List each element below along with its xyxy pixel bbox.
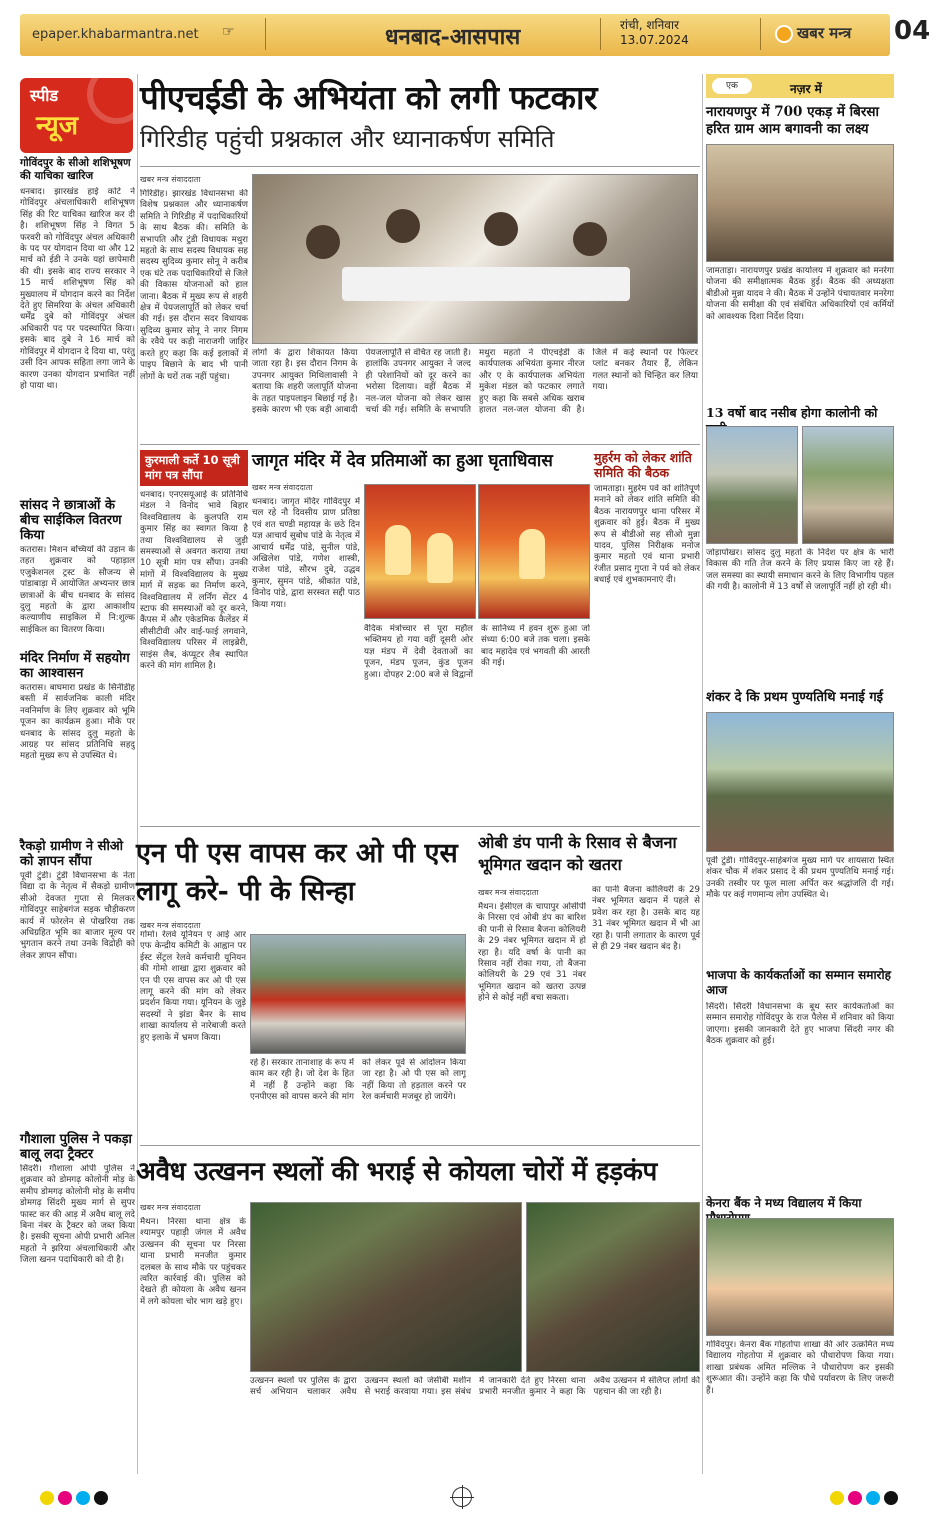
mine-photo xyxy=(250,1202,522,1372)
story-body: पूर्वी टुंडी। गोविंदपुर-साहेबगंज मुख्य मार्ग पर शायसारा स्थित शंकर चौक में शंकर प्रसाद दे की प्रथम पुण्यतिथि मनाई गई। उनकी तस्वीर पर फूल माला अर्पित कर श्रद्धांजलि दी गई। मौके पर कई गणमान्य लोग उपस्थित थे। xyxy=(706,856,894,901)
story-headline: ओबी डंप पानी के रिसाव से बैजना भूमिगत खदान को खतरा xyxy=(478,833,677,874)
brand-name: खबर मन्त्र xyxy=(797,24,852,42)
registration-dot-icon xyxy=(848,1491,862,1505)
nps-text-continued xyxy=(250,1058,466,1140)
photo-table xyxy=(342,267,631,301)
story-headline: गौशाला पुलिस ने पकड़ा बालू लदा ट्रैक्टर xyxy=(20,1132,132,1162)
story-headline: एन पी एस वापस कर ओ पी एस लागू करे- पी के सिन्हा xyxy=(136,838,458,907)
city-day: रांची, शनिवार xyxy=(620,18,679,32)
kurmi-story xyxy=(140,450,248,830)
temple-text xyxy=(252,480,360,807)
story-headline: मंदिर निर्माण में सहयोग का आश्वासन xyxy=(20,651,130,681)
divider xyxy=(760,18,761,50)
logo-top-text: स्पीड xyxy=(30,86,59,105)
protest-photo xyxy=(250,934,466,1054)
right-story-3-text xyxy=(706,856,894,966)
photo-person xyxy=(386,209,420,243)
story-body: रहे हैं। सरकार तानाशाह के रूप में काम कर रही है। जो देश के हित में नहीं हैं उन्होंने कहा कि एनपीएस को वापस करने की मांग को लेकर पूर्व से आंदोलन किया जा रहा है। ओ पी एस को लागू नहीं किया तो हड़ताल करने पर रेल कर्मचारी मजबूर हो जायेंगे। xyxy=(250,1058,466,1103)
masthead xyxy=(0,0,945,70)
story-body: कतरास। बाघमारा प्रखंड के सिनीडीह बस्ती में सार्वजनिक काली मंदिर नवनिर्माण के लिए शुक्रवार को भूमि पूजन का कार्यक्रम हुआ। मौके पर धनबाद के सांसद दुलु महतो के आग्रह पर सांसद प्रतिनिधि सहदु महतो मुख्य रूप से उपस्थित थे। xyxy=(20,683,135,762)
village-photo xyxy=(802,426,894,544)
byline: खबर मन्त्र संवाददाता xyxy=(478,888,539,897)
story-headline: मुहर्रम को लेकर शांति समिति की बैठक xyxy=(594,450,692,480)
plantation-photo xyxy=(706,1218,894,1336)
story-headline: 13 वर्षो बाद नसीब होगा कालोनी को xyxy=(706,405,878,420)
story-body: मैथन। ईसीएल के चापापुर ओसीपी के निरसा एवं ओबी डंप का बारिश की पानी से रिसाव बैजना कोलियरी के 29 नंबर भूमिगत खदान में हो रहा है। यदि वर्षा के पानी का रिसाव नहीं रोका गया, तो बैजना कोलियरी के 29 एवं 31 नंबर भूमिगत खदान को खतरा उत्पन्न होने से कोई नहीं बचा सकता। xyxy=(478,902,586,1004)
brand-logo xyxy=(775,23,851,43)
registration-dot-icon xyxy=(866,1491,880,1505)
story-body: सिंदरी। सिंदरी विधानसभा के बूथ स्तर कार्यकर्ताओं का सम्मान समारोह गोविंदपुर के राज पैलेस में शनिवार को किया जाएगा। इसकी जानकारी देते हुए भाजपा सिंदरी नगर की बैठक शुक्रवार को हुई। xyxy=(706,1002,894,1047)
logo-bottom-text: न्यूज xyxy=(36,111,79,141)
story-body: जोड़ापोखर। सांसद दुलु महतो के निर्देश पर क्षेत्र के भारी विकास की गति तेज करने के लिए प्रयास किए जा रहे हैं। जल समस्या का स्थायी समाधान करने के लिए विभागीय पहल की गयी है। कालोनी में 13 वर्षों से जलापूर्ति नहीं हो रही थी। xyxy=(706,548,894,593)
column-rule xyxy=(137,74,138,1474)
story-headline: भाजपा के कार्यकर्ताओं का सम्मान समारोह आज xyxy=(706,968,891,997)
column-rule xyxy=(702,74,703,1474)
obc-text-continued xyxy=(592,885,700,1140)
temple-text-continued xyxy=(364,624,590,794)
photo-person xyxy=(484,212,518,246)
divider xyxy=(140,826,700,827)
story-body: धनबाद। जागृत मंदिर गोविंदपुर में चल रहे नौ दिवसीय प्राण प्रतिष्ठा एवं शत चण्डी महायज्ञ के छठे दिन यज्ञ आचार्य सुबोध पांडे के नेतृत्व में आचार्य धर्मेंद्र पांडे, सुनील पांडे, अखिलेश पांडे, गणेश शास्त्री, राजेश पांडे, सौरभ दुबे, उद्धव कुमार, सुमन पांडे, श्रीकांत पांडे, विनोद पांडे, द्वारा सरस्वत सद्दी पाठ किया गया। xyxy=(252,497,360,610)
photo-person xyxy=(306,225,340,259)
story-body: गिरिडीह। झारखंड विधानसभा की विशेष प्रश्नकाल और ध्यानाकर्षण समिति ने गिरिडीह में पदाधिकारियों के साथ बैठक की। समिति के सभापति और टुंडी विधायक मथुरा महतो के साथ सदस्य विधायक सह सदस्य सुदिव्य कुमार सोनू ने करीब एक घंटे तक पदाधिकारियों से जिले की विकास योजनाओं को हाल जाना। बैठक में मुख्य रूप से शहरी क्षेत्र में पेयजलापूर्ति को लेकर चर्चा की गई। इस दौरान सदर विधायक सुदिव्य कुमार सोनू ने नगर निगम के रवैये पर कड़ी नाराजगी जाहिर करते हुए कहा कि कई इलाकों में पाइप बिछाने के बाद भी पानी लोगों के घरों तक नहीं पहुंचा। xyxy=(140,189,248,382)
story-headline: नारायणपुर में 700 एकड़ में बिरसा हरित ग्राम आम बगावनी का लक्ष्य xyxy=(706,104,880,137)
avaidh-text xyxy=(140,1200,246,1472)
right-story-4 xyxy=(706,968,894,1207)
temple-photo xyxy=(364,484,476,619)
story-body: का पानी बैजना कोलियरी के 29 नंबर भूमिगत खदान में पहले से प्रवेश कर रहा है। उसके बाद यह 31 नंबर भूमिगत खदान में भी आ रहा है। पानी लगातार के कारण पूर्व से ही 29 नंबर खदान बंद है। xyxy=(592,885,700,953)
story-body: लोगों के द्वारा शिकायत किया जाता रहा है। इस दौरान निगम के उपनगर आयुक्त मिथिलावासी ने बताया कि शहरी जलापूर्ति योजना के तहत पाइपलाइन बिछाई गई है। इसके कारण भी एक बड़ी आबादी पेयजलापूर्ति से वंचित रह जाती है। हालांकि उपनगर आयुक्त ने जल्द ही परेशानियों को दूर करने का भरोसा दिलाया। वहीं बैठक में नल-जल योजना को लेकर खास चर्चा की गई। समिति के सभापति मथुरा महतो ने पीएचईडी के कार्यपालक अभियंता कुमार नीरज और ए के कार्यपालक अभियंता मुकेश मंडल को फटकार लगाते हुए कहा कि सबसे अधिक खराब हालत नल-जल योजना की है। जिले में कई स्थानों पर फिल्टर प्लांट बनकर तैयार हैं, लेकिन गलत स्थानों को चिन्हित कर लिया गया। xyxy=(252,348,698,416)
story-headline: शंकर दे कि प्रथम पुण्यतिथि मनाई गई xyxy=(706,690,884,705)
issue-date: 13.07.2024 xyxy=(620,33,689,47)
right-story-1-text xyxy=(706,266,894,396)
divider xyxy=(140,1145,700,1146)
story-headline-box: कुरमाली कर्ते 10 सूत्री मांग पत्र सौंपा xyxy=(140,450,248,486)
dateline xyxy=(620,18,689,48)
divider xyxy=(265,18,266,50)
story-body: सिंदरी। गौशाला ओपी पुलिस ने शुक्रवार को डोमगढ़ कोलोनी मोड़ के समीप डोमगढ़ कोलोनी मोड़ के समीप डोमगढ़ सिंदरी मुख्य मार्ग से सुपर फास्ट कर की आड़ में अवैध बालू लदे बिना नंबर के ट्रैक्टर को जब्त किया है। इसकी सूचना ओपी प्रभारी अनिल महतो ने झरिया अंचलाधिकारी और जिला खनन पदाधिकारी को दी है। xyxy=(20,1164,135,1266)
lead-columns-continued xyxy=(252,348,698,440)
memorial-photo xyxy=(706,712,894,852)
story-headline: अवैध उत्खनन स्थलों की भराई से कोयला चोरों में हड़कंप xyxy=(136,1157,657,1187)
divider xyxy=(140,166,700,167)
lead-column-1 xyxy=(140,172,248,451)
byline: खबर मन्त्र संवाददाता xyxy=(252,483,313,492)
left-column xyxy=(20,78,135,1468)
story-headline: सांसद ने छात्राओं के बीच साईकिल वितरण किया xyxy=(20,498,122,543)
divider xyxy=(140,444,700,445)
village-photo xyxy=(706,426,798,544)
story-headline: गोविंदपुर के सीओ शशिभूषण की याचिका खारिज xyxy=(20,157,131,182)
story-body: धनबाद। एनएसयूआई के प्रतिनिधि मंडल ने विनोद भावे बिहार विश्वविद्यालय के कुलपति राम कुमार सिंह का स्वागत किया है तथा विश्वविद्यालय से जुड़ी समस्याओं से अवगत कराया तथा 10 सूत्री मांग पत्र सौंपा। उनकी मांगों में विश्वविद्यालय के मुख्य मार्ग में सड़क का निर्माण करने, विश्वविद्यालय में लर्निंग सेंटर 4 स्टाफ की समस्याओं को दूर करने, कैंपस में और एकेडमिक कैलेंडर में सीसीटीवी और वाई-फाई लगवाने, विश्वविद्यालय परिसर में लाइब्रेरी, साइंस लैब, कंप्यूटर लैब स्थापित करने की मांग शामिल है। xyxy=(140,490,248,672)
ek-nazar-icon: एक xyxy=(712,78,752,94)
registration-dot-icon xyxy=(76,1491,90,1505)
meeting-hall-photo xyxy=(706,144,894,262)
muharram-story xyxy=(594,450,700,784)
story-body: गोविंदपुर। केनरा बैंक गोहतोपा शाखा की ओर उत्क्रमित मध्य विद्यालय गोहतोपा में शुक्रवार को पौधारोपण किया गया। शाखा प्रबंधक अमित मल्लिक ने पौधारोपण कर इसकी शुरूआत की। उन्होंने कहा कि पौधे पर्यावरण के लिए जरूरी हैं। xyxy=(706,1340,894,1396)
obc-text xyxy=(478,885,586,1142)
byline: खबर मन्त्र संवाददाता xyxy=(140,921,201,930)
story-body: धनबाद। झारखंड हाई कोर्ट ने गोविंदपुर अंचलाधिकारी शशिभूषण सिंह की रिट याचिका खारिज कर दी है। शशिभूषण सिंह ने विगत 5 फरवरी को गोविंदपुर अंचल अधिकारी के पद पर योगदान दिया था और 12 मार्च को ईडी ने उनके यहां छापेमारी की थी। इसके बाद राज्य सरकार ने 15 मार्च शशिभूषण सिंह को मुख्यालय में योगदान करने का निर्देश देते हुए सिमरिया के अंचल अधिकारी धर्मेंद्र दुबे को गोविंदपुर अंचल अधिकारी पद पर पदस्थापित किया। इसके बाद दुबे ने 16 मार्च को गोविंदपुर में योगदान दे दिया था, परंतु उसी दिन आपक सहिता लगा जाने के कारण उनका योगदान प्रभावित नहीं हो पाया था। xyxy=(20,187,135,391)
registration-dot-icon xyxy=(58,1491,72,1505)
divider xyxy=(600,18,601,50)
story-body: गोमो। रेलवे यूनियन ए आई आर एफ केन्द्रीय कमिटी के आह्वान पर ईस्ट सेंट्रल रेलवे कर्मचारी यूनियन की गोमो शाखा द्वारा शुक्रवार को एन पी एस वापस कर ओ पी एस लागू करने की मांग को लेकर प्रदर्शन किया गया। यूनियन के जुड़े सदस्यों ने झंडा बैनर के साथ शाखा कार्यालय से नारेबाजी करते हुए इलाके में भ्रमण किया। xyxy=(140,930,246,1043)
site-url[interactable]: epaper.khabarmantra.net xyxy=(32,27,199,42)
meeting-photo xyxy=(252,174,698,344)
logo-ring-icon xyxy=(87,78,133,124)
temple-photo xyxy=(478,484,590,619)
story-body: कतरास। मिशन बच्चियों की उड़ान के तहत शुक्रवार को पहाड़ाल एजुकेशनल ट्रस्ट के सौजन्य से पांडाबाड़ा में आयोजित अभ्यन्तर छात्र छात्राओं के बीच धनबाद के सांसद दुलु महतो के द्वारा आकाशीय कल्याणीय साइकिल में नि:शुल्क साईकिल का वितरण किया। xyxy=(20,545,135,635)
registration-dot-icon xyxy=(830,1491,844,1505)
story-body: मैथन। निरसा थाना क्षेत्र के श्यामपुर पहाड़ी जंगल में अवैध उत्खनन की सूचना पर निरसा थाना प्रभारी मनजीत कुमार दलबल के साथ मौके पर पहुंचकर त्वरित कार्रवाई की। पुलिस को देखते ही कोयला के अवैध खनन में लगे कोयला चोर भाग खड़े हुए। xyxy=(140,1217,246,1307)
photo-person xyxy=(573,222,607,256)
brand-logo-icon xyxy=(775,25,793,43)
ek-nazar-label: नज़र में xyxy=(790,82,822,96)
lead-subheadline: गिरिडीह पहुंची प्रश्नकाल और ध्यानाकर्षण समिति xyxy=(140,125,555,153)
story-body: वैदिक मंत्रोच्चार से पूरा महौल भक्तिमय हो गया वहीं दूसरी ओर यज्ञ मंडप में देवी देवताओं का पूजन, मंडप पूजन, कुंड पूजन हुआ। दोपहर 2:00 बजे से विद्वानों के सानिध्य में हवन शुरू हुआ जो संध्या 6:00 बजे तक चला। इसके बाद महादेव एवं भगवती की आरती की गई। xyxy=(364,624,590,680)
registration-dot-icon xyxy=(40,1491,54,1505)
mine-photo xyxy=(526,1202,700,1372)
speed-news-logo xyxy=(20,78,133,153)
story-headline: रैकड़ो ग्रामीण ने सीओ को ज्ञापन सौंपा xyxy=(20,839,124,869)
right-story-2-text xyxy=(706,548,894,686)
pointer-icon: ☞ xyxy=(222,24,235,40)
page-number: 04 xyxy=(894,16,931,46)
story-body: पूर्वी टुंडी। टुंडी विधानसभा के नेता विद्या दा के नेतृत्व में सैकड़ो ग्रामीण सीओ देवजत गुप्ता से मिलकर गोविंदपुर साहेबगंज सड़क चौड़ीकरण कार्य में फोरलेन से पोखरिया तक अधिग्रहित भूमि का बाजार मूल्य पर भुगतान करने तथा उनके विद्रोही को लेकर ज्ञापन सौंपा। xyxy=(20,871,135,961)
avaidh-text-continued xyxy=(250,1376,700,1466)
section-title: धनबाद-आसपास xyxy=(385,24,521,50)
story-body: जामताड़ा। नारायणपुर प्रखंड कार्यालय में शुक्रवार को मनरेगा योजना की समीक्षात्मक बैठक हुई। बैठक की अध्यक्षता बीडीओ मुन्ना यादव ने की। बैठक में उन्होंने पंचायतवार मनरेगा योजना की समीक्षा की एवं संबंधित अधिकारियों एवं कर्मियों को आवश्यक दिशा निर्देश दिया। xyxy=(706,266,894,322)
byline: खबर मन्त्र संवाददाता xyxy=(140,175,201,184)
right-story-5-text xyxy=(706,1340,894,1466)
right-story-1 xyxy=(706,104,894,138)
story-headline: केनरा बैंक ने मध्य विद्यालय में किया xyxy=(706,1196,862,1210)
registration-dot-icon xyxy=(94,1491,108,1505)
idol-figure xyxy=(519,529,545,579)
lead-headline: पीएचईडी के अभियंता को लगी फटकार xyxy=(140,78,597,117)
byline: खबर मन्त्र संवाददाता xyxy=(140,1203,201,1212)
idol-figure xyxy=(385,525,411,575)
nps-text xyxy=(140,930,246,1140)
crosshair-icon xyxy=(452,1487,472,1507)
right-story-3 xyxy=(706,690,894,706)
idol-figure xyxy=(427,533,453,583)
registration-dot-icon xyxy=(884,1491,898,1505)
temple-story xyxy=(252,450,590,472)
story-body: जामताड़ा। मुहर्रम पर्व को शांतिपूर्ण मनाने को लेकर शांति समिति की बैठक नारायणपुर थाना परिसर में शुक्रवार को हुई। बैठक में मुख्य रूप से बीडीओ सह सीओ मुन्ना यादव, पुलिस निरीक्षक मनोज कुमार महतो एवं थाना प्रभारी रंजीत प्रसाद गुप्ता ने पर्व को लेकर बधाई एवं शुभकामनाएं दी। xyxy=(594,484,700,586)
footer-registration-marks xyxy=(0,1480,945,1517)
story-body: उत्खनन स्थलों पर पुलिस के द्वारा सर्च अभियान चलाकर अवैध उत्खनन स्थलों को जेसीबी मशीन से भराई करवाया गया। इस संबंध में जानकारी देते हुए निरसा थाना प्रभारी मनजीत कुमार ने कहा कि अवैध उत्खनन में संलिप्त लोगों की पहचान की जा रही है। xyxy=(250,1376,700,1398)
story-headline: जागृत मंदिर में देव प्रतिमाओं का हुआ घृताधिवास xyxy=(252,451,553,471)
